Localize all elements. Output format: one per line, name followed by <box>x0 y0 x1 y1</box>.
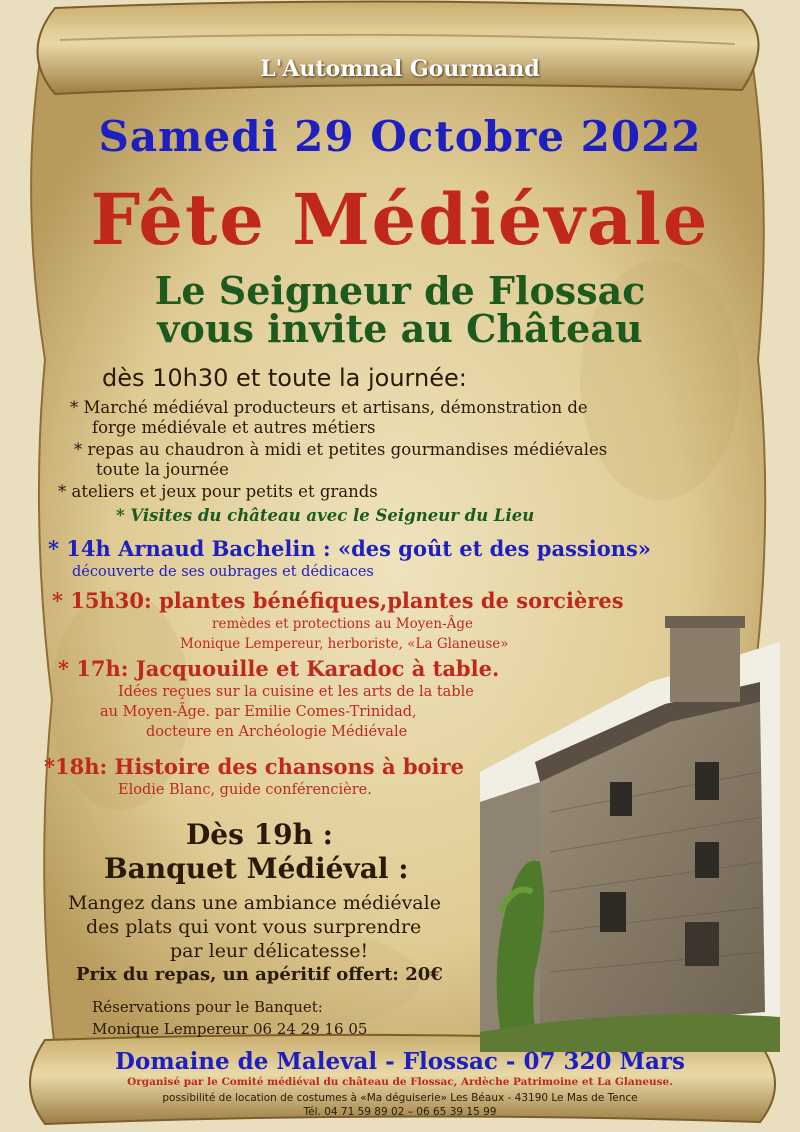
talk-17h-detail-3: docteure en Archéologie Médiévale <box>146 724 408 740</box>
castle-photo <box>480 612 780 1052</box>
day-item-3: * ateliers et jeux pour petits et grands <box>58 482 378 501</box>
phone-numbers: Tél. 04 71 59 89 02 – 06 65 39 15 99 <box>303 1106 497 1118</box>
talk-15h30-detail-1: remèdes et protections au Moyen-Âge <box>212 616 474 632</box>
location: Domaine de Maleval - Flossac - 07 320 Mars <box>115 1048 685 1075</box>
castle-visits: * Visites du château avec le Seigneur du Lieu <box>116 506 535 525</box>
talk-14h-detail: découverte de ses oubrages et dédicaces <box>72 564 374 580</box>
invite-line-2: vous invite au Château <box>157 306 643 351</box>
banquet-time: Dès 19h : <box>186 818 334 851</box>
day-intro: dès 10h30 et toute la journée: <box>102 364 467 392</box>
invite-line-1: Le Seigneur de Flossac <box>154 268 646 313</box>
reservation-contact: Monique Lempereur 06 24 29 16 05 <box>92 1020 368 1038</box>
talk-15h30-title: * 15h30: plantes bénéfiques,plantes de sorcières <box>52 588 624 613</box>
banquet-desc-3: par leur délicatesse! <box>170 940 369 962</box>
event-title: Fête Médiévale <box>90 178 710 261</box>
talk-17h-detail-2: au Moyen-Âge. par Emilie Comes-Trinidad, <box>100 704 417 720</box>
talk-17h-detail-1: Idées reçues sur la cuisine et les arts de la table <box>118 684 474 700</box>
talk-18h-detail: Elodie Blanc, guide conférencière. <box>118 782 372 798</box>
talk-14h-title: * 14h Arnaud Bachelin : «des goût et des passions» <box>48 536 651 561</box>
talk-15h30-detail-2: Monique Lempereur, herboriste, «La Glaneuse» <box>180 636 509 652</box>
banquet-desc-1: Mangez dans une ambiance médiévale <box>68 892 441 914</box>
banquet-price: Prix du repas, un apéritif offert: 20€ <box>76 964 443 985</box>
costume-rental: possibilité de location de costumes à «Ma déguiserie» Les Béaux - 43190 Le Mas de Tence <box>162 1092 638 1104</box>
event-date: Samedi 29 Octobre 2022 <box>98 112 702 161</box>
day-item-2-cont: toute la journée <box>96 460 229 479</box>
reservation-label: Réservations pour le Banquet: <box>92 998 323 1016</box>
talk-17h-title: * 17h: Jacquouille et Karadoc à table. <box>58 656 500 681</box>
banquet-desc-2: des plats qui vont vous surprendre <box>86 916 422 938</box>
day-item-1: * Marché médiéval producteurs et artisans, démonstration de <box>70 398 588 417</box>
series-name: L'Automnal Gourmand <box>260 56 540 82</box>
day-item-2: * repas au chaudron à midi et petites gourmandises médiévales <box>74 440 608 459</box>
organizers: Organisé par le Comité médiéval du château de Flossac, Ardèche Patrimoine et La Glaneuse. <box>127 1076 673 1088</box>
banquet-title: Banquet Médiéval : <box>104 852 409 885</box>
day-item-1-cont: forge médiévale et autres métiers <box>92 418 376 437</box>
talk-18h-title: *18h: Histoire des chansons à boire <box>44 754 464 779</box>
